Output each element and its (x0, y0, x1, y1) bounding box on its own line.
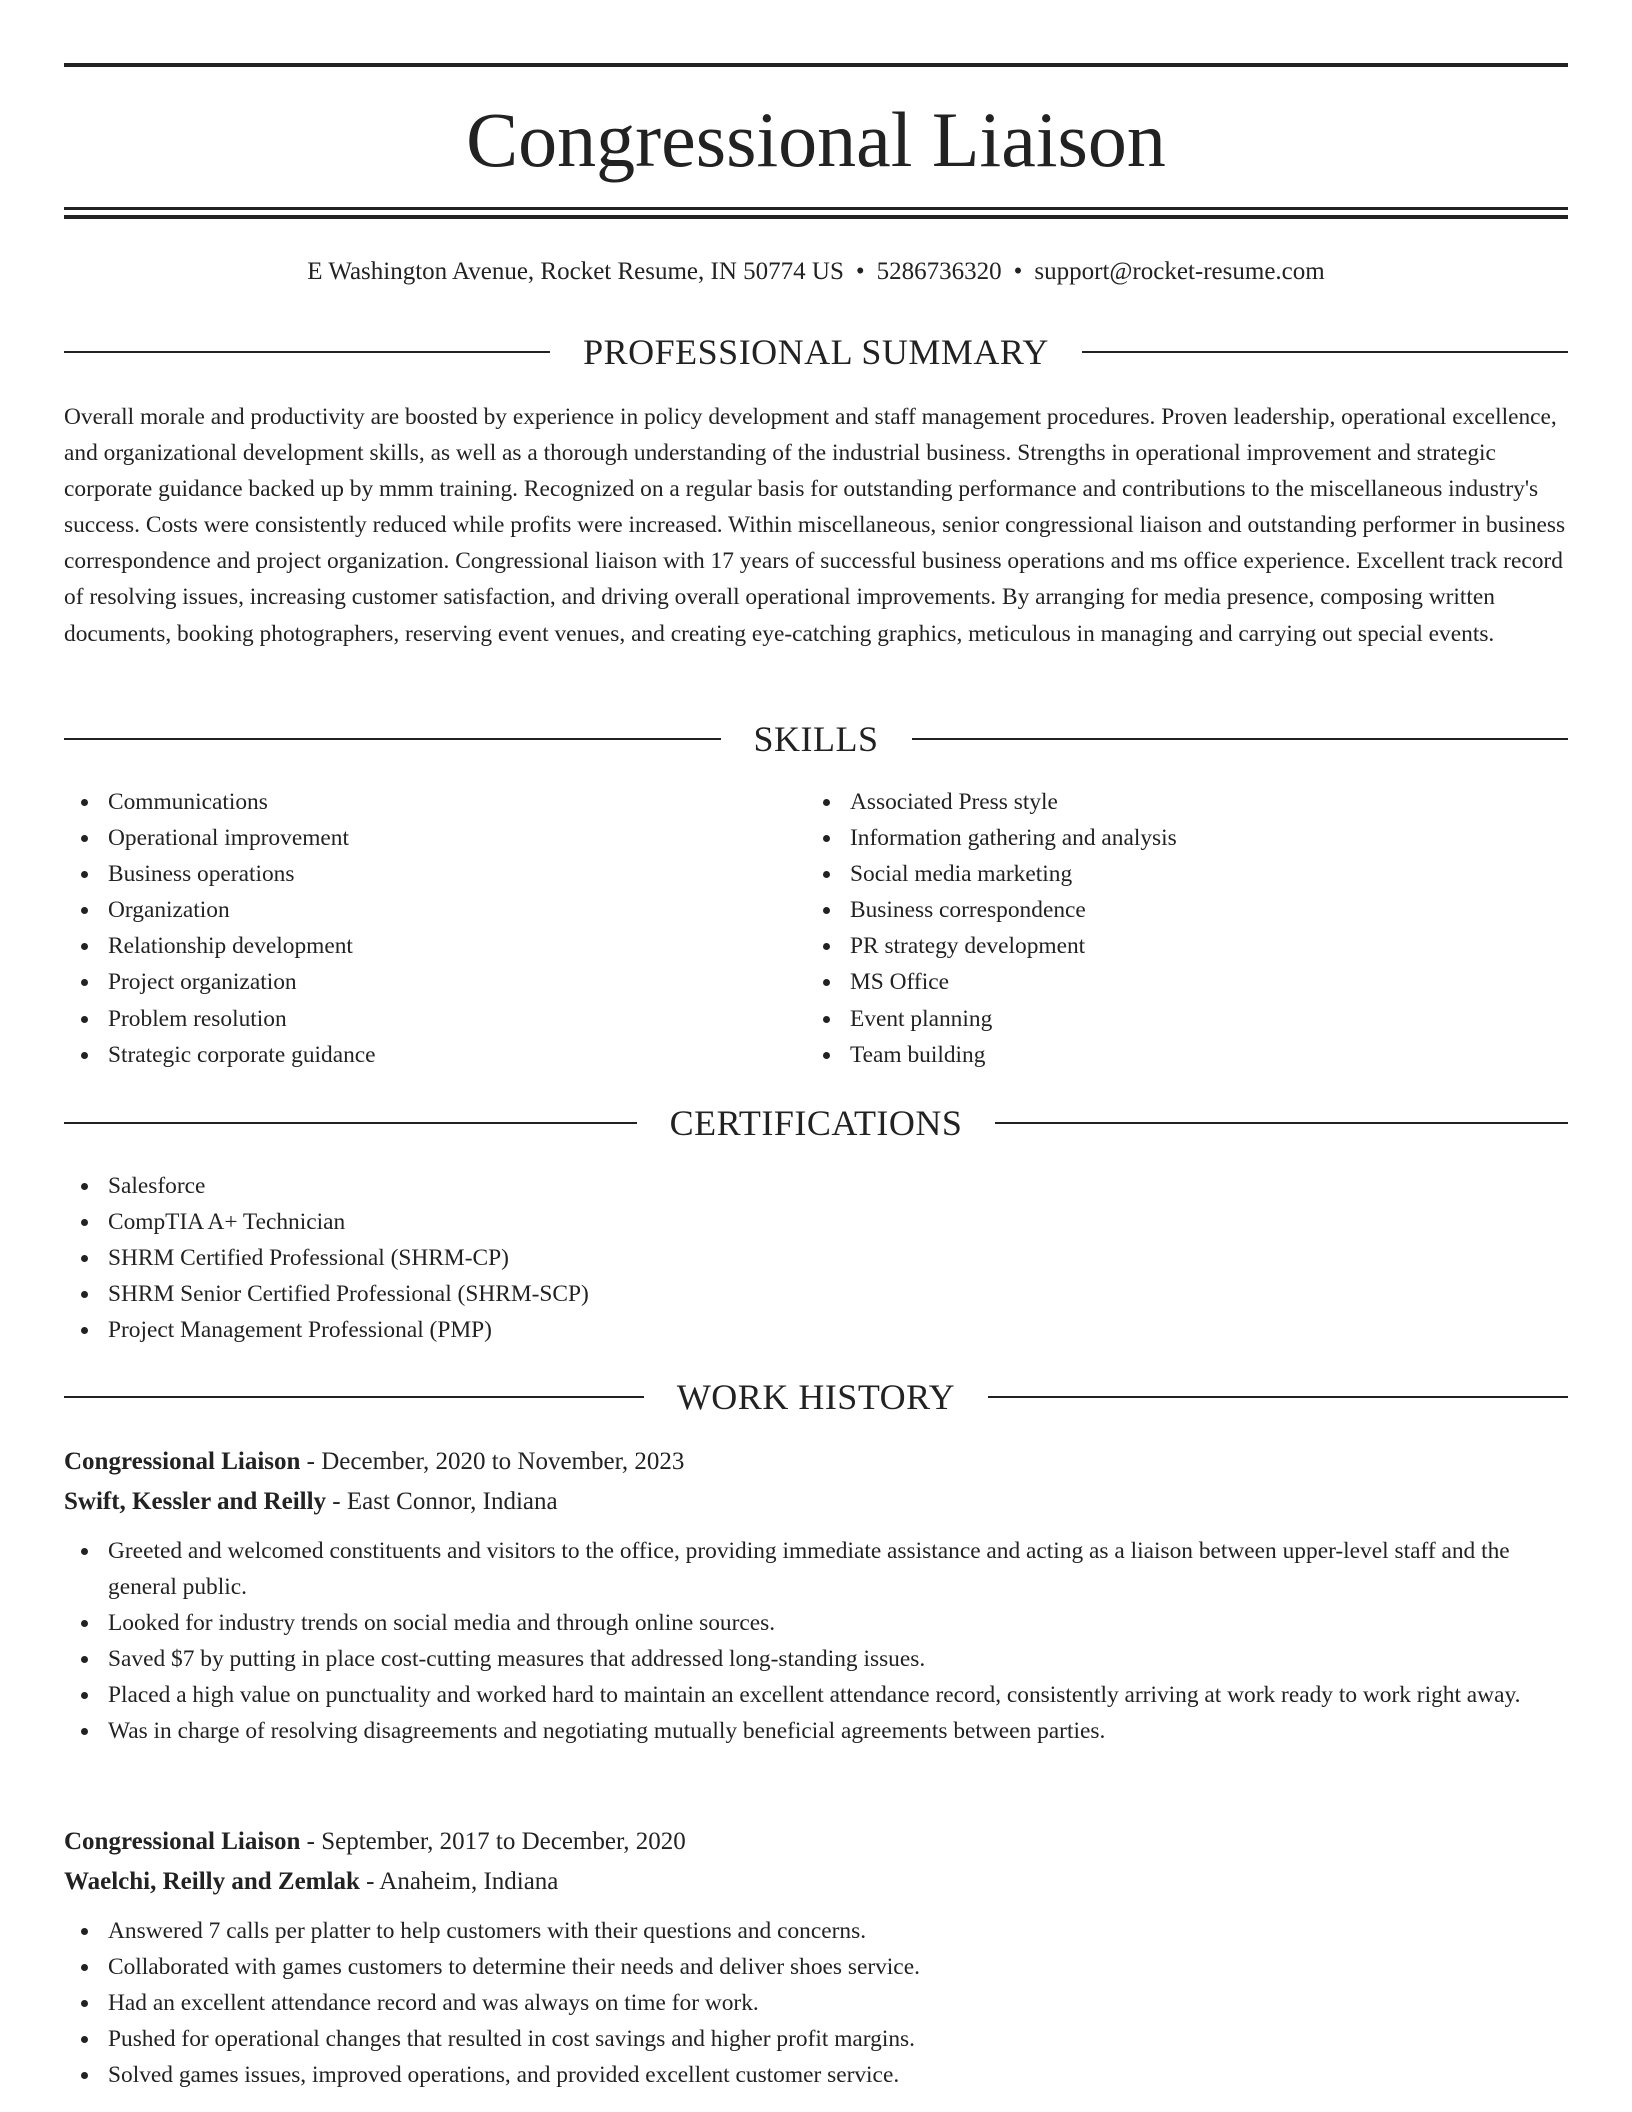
skill-item: Relationship development (64, 928, 804, 964)
job-title: Congressional Liaison (64, 1828, 301, 1855)
heading-rule (988, 1396, 1568, 1398)
job-bullet: Looked for industry trends on social media and through online sources. (64, 1605, 1568, 1641)
job-bullet: Collaborated with games customers to determine their needs and deliver shoes service. (64, 1949, 1568, 1985)
skills-list-left (64, 784, 804, 1073)
job-bullets (64, 1913, 1568, 2093)
contact-address: E Washington Avenue, Rocket Resume, IN 50774 US (307, 258, 844, 285)
job-title: Congressional Liaison (64, 1448, 301, 1475)
job-location: - East Connor, Indiana (326, 1488, 558, 1515)
job-company-line (64, 1482, 1568, 1522)
job-bullet: Was in charge of resolving disagreements and negotiating mutually beneficial agreements between parties. (64, 1713, 1568, 1749)
skill-item: Communications (64, 784, 804, 820)
skill-item: Team building (806, 1037, 1566, 1073)
skills-heading (64, 717, 1568, 761)
job-company: Swift, Kessler and Reilly (64, 1488, 327, 1515)
header-top-rule (64, 63, 1568, 67)
job-bullet: Greeted and welcomed constituents and visitors to the office, providing immediate assistance and acting as a liaison between upper-level staff and the general public. (64, 1533, 1568, 1605)
work-history-heading-label: WORK HISTORY (676, 1377, 956, 1417)
heading-rule (64, 1122, 637, 1124)
certification-item: CompTIA A+ Technician (64, 1204, 1568, 1240)
job-bullet: Saved $7 by putting in place cost-cutting measures that addressed long-standing issues. (64, 1641, 1568, 1677)
heading-rule (1082, 351, 1568, 353)
summary-text: Overall morale and productivity are boosted by experience in policy development and staff management procedures. Proven leadership, operational excellence, and organizational development skills, as well as a thorough understanding of the industrial business. Strengths in operational improvement and strategic corporate guidance backed up by mmm training. Recognized on a regular basis for outstanding performance and contributions to the miscellaneous industry's success. Costs were consistently reduced while profits were increased. Within miscellaneous, senior congressional liaison and outstanding performer in business correspondence and project organization. Congressional liaison with 17 years of successful business operations and ms office experience. Excellent track record of resolving issues, increasing customer satisfaction, and driving overall operational improvements. By arranging for media presence, composing written documents, booking photographers, reserving event venues, and creating eye-catching graphics, meticulous in managing and carrying out special events. (64, 404, 1566, 647)
certification-item: Project Management Professional (PMP) (64, 1312, 1568, 1348)
contact-email: support@rocket-resume.com (1034, 258, 1325, 285)
header-double-rule-lower (64, 215, 1568, 219)
contact-phone: 5286736320 (876, 258, 1002, 285)
skill-item: Associated Press style (806, 784, 1566, 820)
certification-item: Salesforce (64, 1168, 1568, 1204)
skill-item: Social media marketing (806, 856, 1566, 892)
job-bullet: Had an excellent attendance record and was always on time for work. (64, 1985, 1568, 2021)
job-bullet: Pushed for operational changes that resulted in cost savings and higher profit margins. (64, 2021, 1568, 2057)
skill-item: PR strategy development (806, 928, 1566, 964)
certification-item: SHRM Senior Certified Professional (SHRM-SCP) (64, 1276, 1568, 1312)
skill-item: MS Office (806, 964, 1566, 1000)
job-entry (64, 1442, 1568, 1750)
job-title-line (64, 1822, 1568, 1862)
certifications-heading (64, 1101, 1568, 1145)
resume-name: Congressional Liaison (466, 96, 1166, 183)
job-bullet: Placed a high value on punctuality and worked hard to maintain an excellent attendance record, consistently arriving at work ready to work right away. (64, 1677, 1568, 1713)
skill-item: Business operations (64, 856, 804, 892)
heading-rule (912, 738, 1569, 740)
skill-item: Project organization (64, 964, 804, 1000)
contact-separator: • (1013, 258, 1023, 285)
certifications-heading-label: CERTIFICATIONS (669, 1103, 963, 1143)
skill-item: Organization (64, 892, 804, 928)
summary-heading-label: PROFESSIONAL SUMMARY (583, 332, 1049, 372)
skill-item: Problem resolution (64, 1001, 804, 1037)
job-dates: - December, 2020 to November, 2023 (300, 1448, 685, 1475)
skill-item: Information gathering and analysis (806, 820, 1566, 856)
skills-list-right (806, 784, 1566, 1073)
contact-separator: • (855, 258, 865, 285)
heading-rule (995, 1122, 1568, 1124)
heading-rule (64, 351, 550, 353)
skill-item: Operational improvement (64, 820, 804, 856)
skills-heading-label: SKILLS (753, 719, 879, 759)
certifications-list (64, 1168, 1568, 1348)
heading-rule (64, 1396, 644, 1398)
job-bullet: Solved games issues, improved operations, and provided excellent customer service. (64, 2057, 1568, 2093)
certification-item: SHRM Certified Professional (SHRM-CP) (64, 1240, 1568, 1276)
skill-item: Strategic corporate guidance (64, 1037, 804, 1073)
summary-heading (64, 330, 1568, 374)
job-bullet: Answered 7 calls per platter to help customers with their questions and concerns. (64, 1913, 1568, 1949)
skill-item: Event planning (806, 1001, 1566, 1037)
job-title-line (64, 1442, 1568, 1482)
skill-item: Business correspondence (806, 892, 1566, 928)
contact-line (64, 254, 1568, 290)
header-double-rule-upper (64, 207, 1568, 210)
job-location: - Anaheim, Indiana (359, 1868, 559, 1895)
job-dates: - September, 2017 to December, 2020 (300, 1828, 686, 1855)
job-company: Waelchi, Reilly and Zemlak (64, 1868, 360, 1895)
job-company-line (64, 1862, 1568, 1902)
job-bullets (64, 1533, 1568, 1750)
job-entry (64, 1822, 1568, 2093)
heading-rule (64, 738, 721, 740)
work-history-heading (64, 1375, 1568, 1419)
